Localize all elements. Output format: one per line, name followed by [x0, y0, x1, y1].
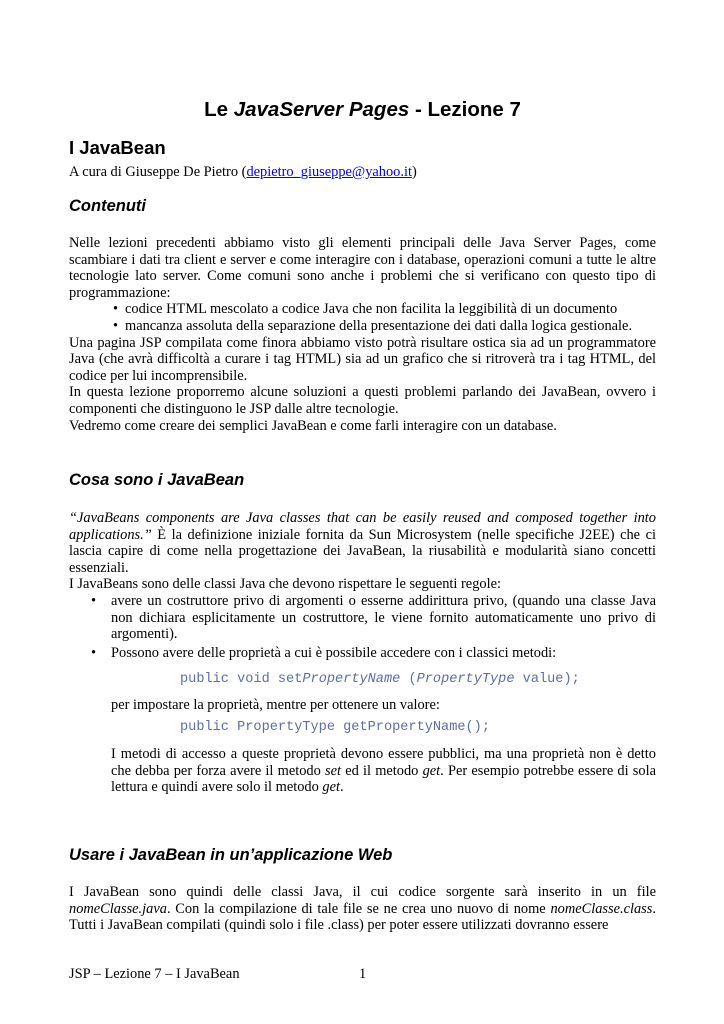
access-note: I metodi di accesso a queste proprietà devono essere pubblici, ma una proprietà non è detto che debba per forza avere il metodo set ed il metodo get. Per esempio potrebbe essere di sola lettura e quindi avere solo il metodo get. [111, 746, 656, 796]
page-number: 1 [359, 966, 367, 982]
rules-list [69, 593, 656, 661]
section-usare-body: I JavaBean sono quindi delle classi Java, il cui codice sorgente sarà inserito in un file nomeClasse.java. Con la compilazione di tale file se ne crea uno nuovo di nome nomeClasse.class. Tutti i JavaBean compilati (quindi solo i file .class) per poter essere utilizzati dovranno essere [69, 884, 656, 934]
paragraph: Vedremo come creare dei semplici JavaBean e come farli interagire con un database. [69, 417, 557, 434]
list-item: • avere un costruttore privo di argomenti o esserne addirittura privo, (quando una classe Java non dichiara esplicitamente un costruttore, le viene fornito automaticamente uno privo di argomenti). [91, 592, 656, 643]
page-title: Le JavaServer Pages - Lezione 7 [204, 98, 521, 121]
paragraph: I JavaBeans sono delle classi Java che devono rispettare le seguenti regole: [69, 576, 501, 593]
paragraph: Una pagina JSP compilata come finora abbiamo visto potrà risultare ostica sia ad un programmatore Java (che avrà difficoltà a curare i tag HTML) sia ad un grafico che si ritroverà tra i tag HTML, del codice per lui incomprensibile. [69, 334, 656, 384]
setter-note: per impostare la proprietà, mentre per ottenere un valore: [111, 697, 440, 713]
list-item: • codice HTML mescolato a codice Java che non facilita la leggibilità di un documento [113, 301, 618, 318]
code-getter: public PropertyType getPropertyName(); [180, 720, 490, 735]
chapter-heading: I JavaBean [69, 137, 166, 158]
list-item: • mancanza assoluta della separazione della presentazione dei dati dalla logica gestionale. [113, 317, 633, 334]
author-email-link[interactable]: depietro_giuseppe@yahoo.it [246, 164, 412, 180]
author-line: A cura di Giuseppe De Pietro (depietro_giuseppe@yahoo.it) [69, 164, 417, 180]
section-heading-usare: Usare i JavaBean in un’applicazione Web [69, 846, 393, 864]
section-heading-cosa: Cosa sono i JavaBean [69, 471, 245, 489]
paragraph: Nelle lezioni precedenti abbiamo visto gli elementi principali delle Java Server Pages, come scambiare i dati tra client e server e come interagire con i database, operazioni comuni a tutte le altre tecnologie lato server. Come comuni sono anche i problemi che si verificano con questo tipo di programmazione: [69, 235, 656, 301]
definition-quote: “JavaBeans components are Java classes that can be easily reused and composed together into applications.” [69, 510, 656, 543]
paragraph: “JavaBeans components are Java classes that can be easily reused and composed together into applications.” È la definizione iniziale fornita da Sun Microsystem (nelle specifiche J2EE) che ci lascia capire di come nella progettazione dei JavaBean, la riusabilità e modularità siano concetti essenziali. [69, 510, 656, 576]
code-setter: public void setPropertyName (PropertyType value); [180, 672, 580, 687]
section-heading-contenuti: Contenuti [69, 197, 146, 215]
footer-title: JSP – Lezione 7 – I JavaBean [69, 966, 240, 982]
section-contenuti-body [69, 235, 656, 434]
paragraph: In questa lezione proporremo alcune soluzioni a questi problemi parlando dei JavaBean, ovvero i componenti che distinguono le JSP dalle altre tecnologie. [69, 384, 656, 417]
section-cosa-body [69, 510, 656, 661]
bullet-list [69, 301, 656, 334]
list-item: • Possono avere delle proprietà a cui è possibile accedere con i classici metodi: [91, 644, 557, 661]
